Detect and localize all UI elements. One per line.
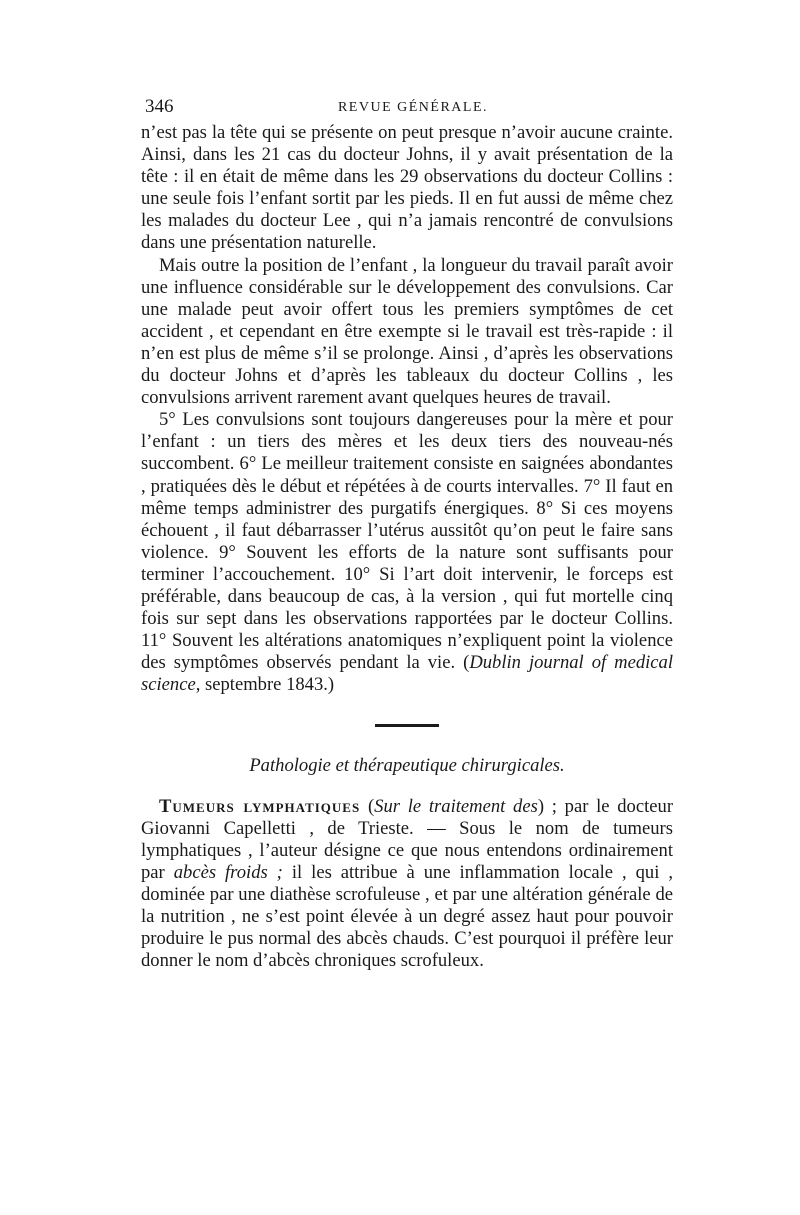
paragraph-2: Mais outre la position de l’enfant , la longueur du travail paraît avoir une influence considérable sur le développement des convulsions. Car une malade peut avoir offert tous les premiers symptômes de cet accident , et cependant en être exempte si le travail est très-rapide : il n’en est plus de même s’il se prolonge. Ainsi , d’après les observations du docteur Johns et d’après les tableaux du docteur Collins , les convulsions arrivent rarement avant quelques heures de travail. bbox=[141, 254, 673, 409]
article-body-emphasis: abcès froids ; bbox=[173, 861, 283, 883]
section-divider bbox=[375, 724, 439, 727]
paragraph-3 bbox=[141, 409, 673, 696]
article-subtitle-open: ( bbox=[360, 795, 375, 817]
paragraph-3-text: 5° Les convulsions sont toujours dangereuses pour la mère et pour l’enfant : un tiers des mères et les deux tiers des nouveau-nés succombent. 6° Le meilleur traitement consiste en saignées abondantes , pratiquées dès le début et répétées à de courts intervalles. 7° Il faut en même temps administrer des purgatifs énergiques. 8° Si ces moyens échouent , il faut débarrasser l’utérus aussitôt qu’on peut le faire sans violence. 9° Souvent les efforts de la nature sont suffisants pour terminer l’accouchement. 10° Si l’art doit intervenir, le forceps est préférable, dans beaucoup de cas, à la version , qui fut mortelle cinq fois sur sept dans les observations rapportées par le docteur Collins. 11° Souvent les altérations anatomiques n’expliquent point la violence des symptômes observés pendant la vie. ( bbox=[141, 409, 673, 674]
paragraph-1: n’est pas la tête qui se présente on peut presque n’avoir aucune crainte. Ainsi, dans les 21 cas du docteur Johns, il y avait présentation de la tête : il en était de même dans les 29 observations du docteur Collins : une seule fois l’enfant sortit par les pieds. Il en fut aussi de même chez les malades du docteur Lee , qui n’a jamais rencontré de convulsions dans une présentation naturelle. bbox=[141, 122, 673, 254]
article-body-2: il les attribue à une inflammation locale , qui , dominée par une diathèse scrofuleuse , et par une altération générale de la nutrition , ne s’est point élevée à un degré assez haut pour pouvoir produire le pus normal des abcès chauds. C’est pourquoi il préfère leur donner le nom d’abcès chroniques scrofuleux. bbox=[141, 861, 674, 972]
article-paragraph bbox=[141, 796, 673, 973]
page-header bbox=[141, 96, 673, 120]
article-subtitle: Sur le traitement des bbox=[374, 795, 538, 817]
journal-title: Dublin journal of medical science bbox=[141, 652, 673, 696]
article-body-1: par le docteur Giovanni Capelletti , de Trieste. — Sous le nom de tumeurs lymphatiques , l’auteur désigne ce que nous entendons ordinairement par bbox=[141, 795, 674, 883]
page-number: 346 bbox=[145, 96, 174, 117]
running-title: REVUE GÉNÉRALE. bbox=[337, 100, 489, 115]
section-title: Pathologie et thérapeutique chirurgicales. bbox=[249, 755, 565, 777]
article-lead: Tumeurs lymphatiques bbox=[159, 795, 361, 817]
article-subtitle-close: ) ; bbox=[537, 795, 565, 817]
book-page bbox=[141, 96, 673, 972]
paragraph-3-end: , septembre 1843.) bbox=[195, 674, 335, 696]
